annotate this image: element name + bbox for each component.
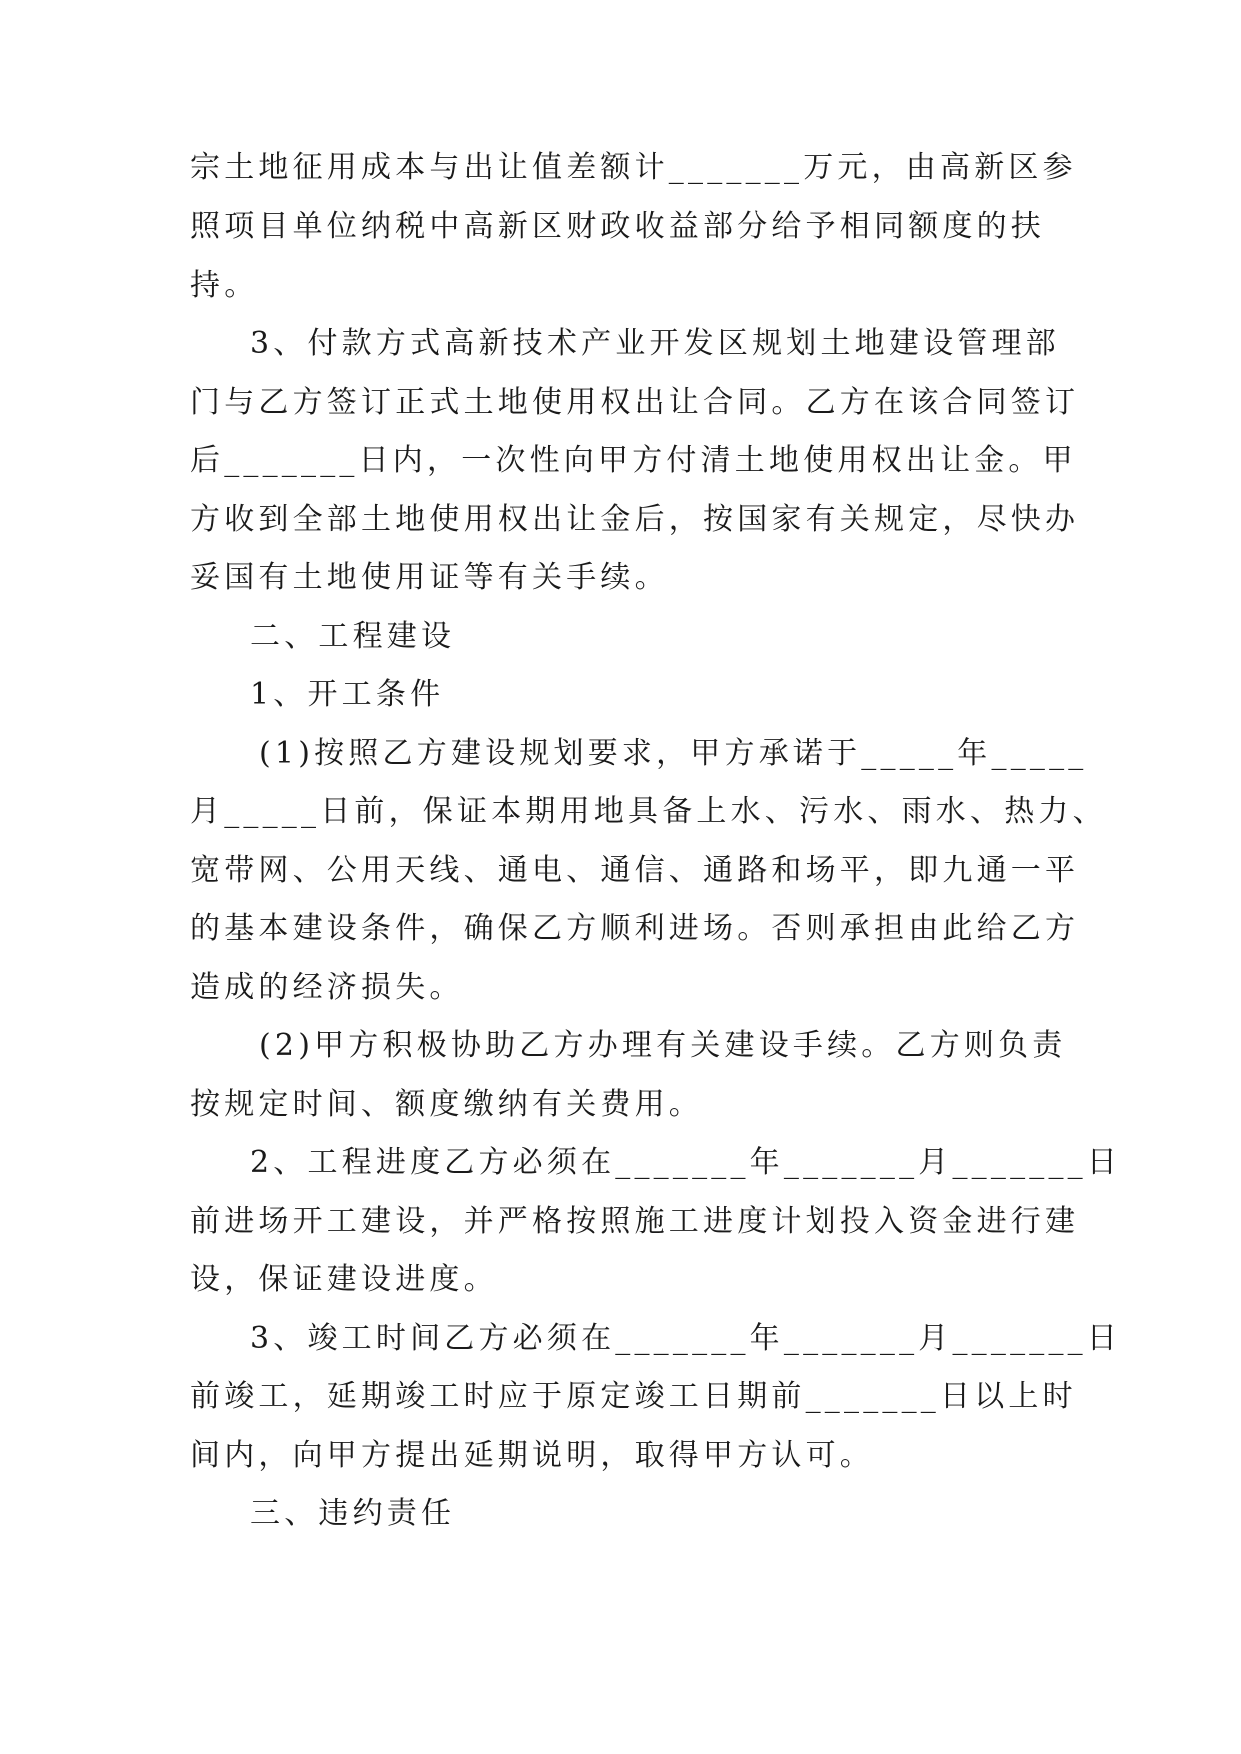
section-heading: 三、违约责任: [250, 1496, 456, 1531]
text-line: 3、竣工时间乙方必须在_______年_______月_______日: [250, 1321, 1122, 1356]
text-line: 前竣工，延期竣工时应于原定竣工日期前_______日以上时: [190, 1379, 1077, 1414]
text-line: 妥国有土地使用证等有关手续。: [190, 560, 669, 595]
text-line: 设，保证建设进度。: [190, 1262, 498, 1297]
text-line: (1)按照乙方建设规划要求，甲方承诺于_____年_____: [259, 736, 1088, 771]
text-line: 月_____日前，保证本期用地具备上水、污水、雨水、热力、: [190, 794, 1107, 829]
text-line: 的基本建设条件，确保乙方顺利进场。否则承担由此给乙方: [190, 911, 1080, 946]
section-heading: 二、工程建设: [250, 619, 456, 654]
text-line: 宗土地征用成本与出让值差额计_______万元，由高新区参: [190, 150, 1077, 185]
text-line: 按规定时间、额度缴纳有关费用。: [190, 1087, 703, 1122]
text-line: (2)甲方积极协助乙方办理有关建设手续。乙方则负责: [259, 1028, 1067, 1063]
text-line: 宽带网、公用天线、通电、通信、通路和场平，即九通一平: [190, 853, 1080, 888]
text-line: 前进场开工建设，并严格按照施工进度计划投入资金进行建: [190, 1204, 1080, 1239]
text-line: 后_______日内，一次性向甲方付清土地使用权出让金。甲: [190, 443, 1077, 478]
text-line: 造成的经济损失。: [190, 970, 464, 1005]
text-line: 2、工程进度乙方必须在_______年_______月_______日: [250, 1145, 1122, 1180]
text-line: 间内，向甲方提出延期说明，取得甲方认可。: [190, 1438, 874, 1473]
text-line: 方收到全部土地使用权出让金后，按国家有关规定，尽快办: [190, 502, 1080, 537]
text-line: 门与乙方签订正式土地使用权出让合同。乙方在该合同签订: [190, 385, 1080, 420]
text-line: 3、付款方式高新技术产业开发区规划土地建设管理部: [250, 326, 1060, 361]
subsection-heading: 1、开工条件: [250, 677, 445, 712]
text-line: 照项目单位纳税中高新区财政收益部分给予相同额度的扶: [190, 209, 1045, 244]
text-line: 持。: [190, 268, 259, 303]
